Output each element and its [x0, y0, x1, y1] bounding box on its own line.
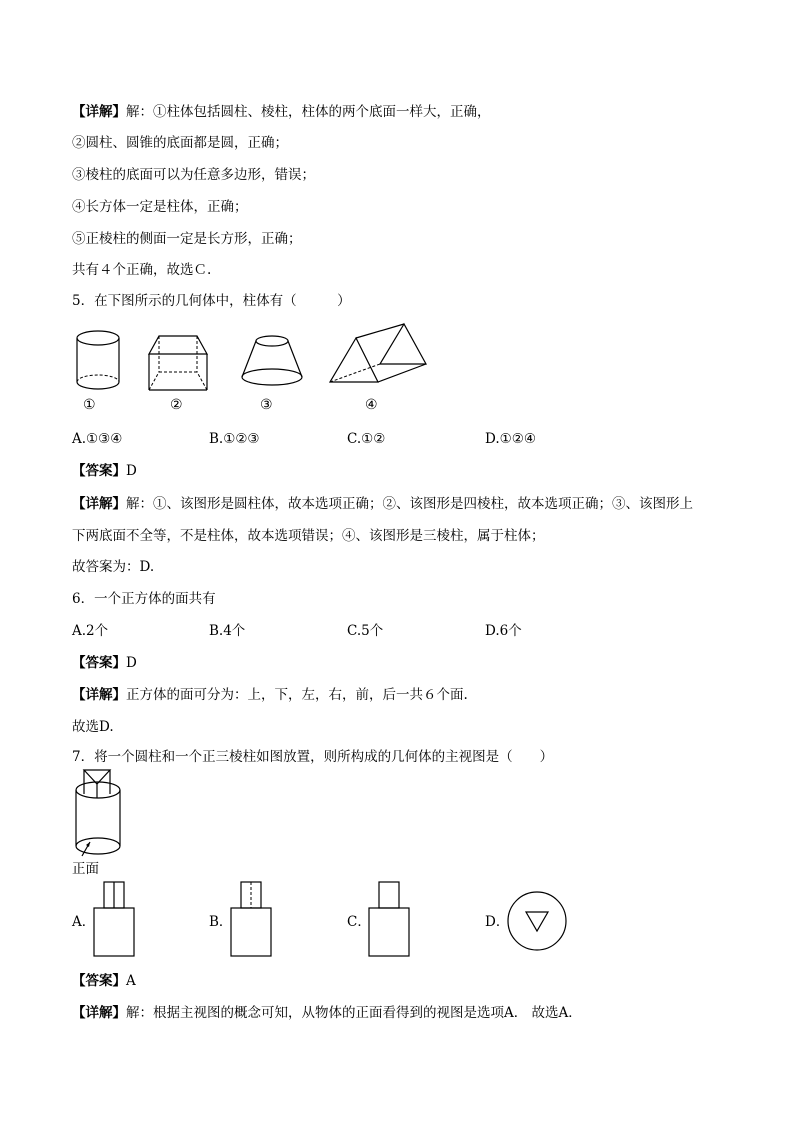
detail-line-5: ⑤正棱柱的侧面一定是长方形，正确； — [72, 231, 302, 247]
answer-value: D — [126, 655, 137, 671]
q6-conclusion: 故选D. — [72, 719, 114, 735]
q6-answer — [72, 653, 137, 673]
detail-text: 解：根据主视图的概念可知，从物体的正面看得到的视图是选项A． 故选A． — [126, 1005, 582, 1021]
frustum-figure — [236, 333, 308, 389]
detail-line-4: ④长方体一定是柱体，正确； — [72, 199, 248, 215]
view-c-figure — [365, 880, 413, 960]
detail-text: 正方体的面可分为：上，下，左，右，前，后一共６个面. — [126, 687, 468, 703]
q5-conclusion: 故答案为：D. — [72, 559, 155, 575]
q6-option-c: C.5个 — [347, 623, 384, 639]
cylinder-prism-figure — [72, 768, 132, 860]
shape-label-1: ① — [83, 397, 96, 413]
detail-line-3: ③棱柱的底面可以为任意多边形，错误； — [72, 167, 315, 183]
answer-tag: 【答案】 — [72, 973, 126, 989]
detail-text: 解：①、该图形是圆柱体，故本选项正确；②、该图形是四棱柱，故本选项正确；③、该图形上 — [126, 496, 693, 512]
front-label: 正面 — [72, 861, 99, 877]
q5-detail-line-1 — [72, 494, 693, 514]
detail-line-1 — [72, 102, 491, 122]
answer-tag: 【答案】 — [72, 463, 126, 479]
q7-option-b-label: B． — [209, 914, 233, 930]
view-b-figure — [227, 880, 275, 960]
q5-option-d: D.①②④ — [485, 431, 536, 447]
q6-option-a: A.2个 — [72, 623, 109, 639]
q6-detail — [72, 685, 468, 705]
q5-detail-line-2: 下两底面不全等，不是柱体，故本选项错误；④、该图形是三棱柱，属于柱体； — [72, 528, 545, 544]
answer-value: A — [126, 973, 136, 989]
q5-option-b: B.①②③ — [209, 431, 260, 447]
detail-line-2: ②圆柱、圆锥的底面都是圆，正确； — [72, 135, 288, 151]
q7-option-d-label: D． — [485, 914, 510, 930]
detail-tag: 【详解】 — [72, 496, 126, 512]
detail-tag: 【详解】 — [72, 687, 126, 703]
q7-answer — [72, 971, 136, 991]
detail-tag: 【详解】 — [72, 104, 126, 120]
q7-option-a-label: A． — [72, 914, 96, 930]
q6-option-b: B.4个 — [209, 623, 246, 639]
shape-label-4: ④ — [365, 397, 378, 413]
triangular-prism-figure — [326, 322, 430, 386]
q6-stem: 6．一个正方体的面共有 — [72, 591, 216, 607]
view-a-figure — [90, 880, 138, 960]
cylinder-figure — [70, 328, 126, 394]
shape-label-3: ③ — [260, 397, 273, 413]
q7-stem: 7．将一个圆柱和一个正三棱柱如图放置，则所构成的几何体的主视图是（ ） — [72, 749, 554, 765]
q7-detail — [72, 1003, 582, 1023]
answer-tag: 【答案】 — [72, 655, 126, 671]
detail-text: 解：①柱体包括圆柱、棱柱，柱体的两个底面一样大，正确， — [126, 104, 491, 120]
detail-conclusion: 共有４个正确，故选Ｃ. — [72, 262, 212, 278]
answer-value: D — [126, 463, 137, 479]
q5-option-c: C.①② — [347, 431, 386, 447]
q7-option-c-label: C． — [347, 914, 371, 930]
detail-tag: 【详解】 — [72, 1005, 126, 1021]
q5-stem: 5．在下图所示的几何体中，柱体有（ ） — [72, 293, 351, 309]
view-d-figure — [505, 889, 569, 953]
prism-figure — [145, 332, 215, 394]
shape-label-2: ② — [170, 397, 183, 413]
q6-option-d: D.6个 — [485, 623, 522, 639]
q5-answer — [72, 461, 137, 481]
q5-option-a: A.①③④ — [72, 431, 123, 447]
